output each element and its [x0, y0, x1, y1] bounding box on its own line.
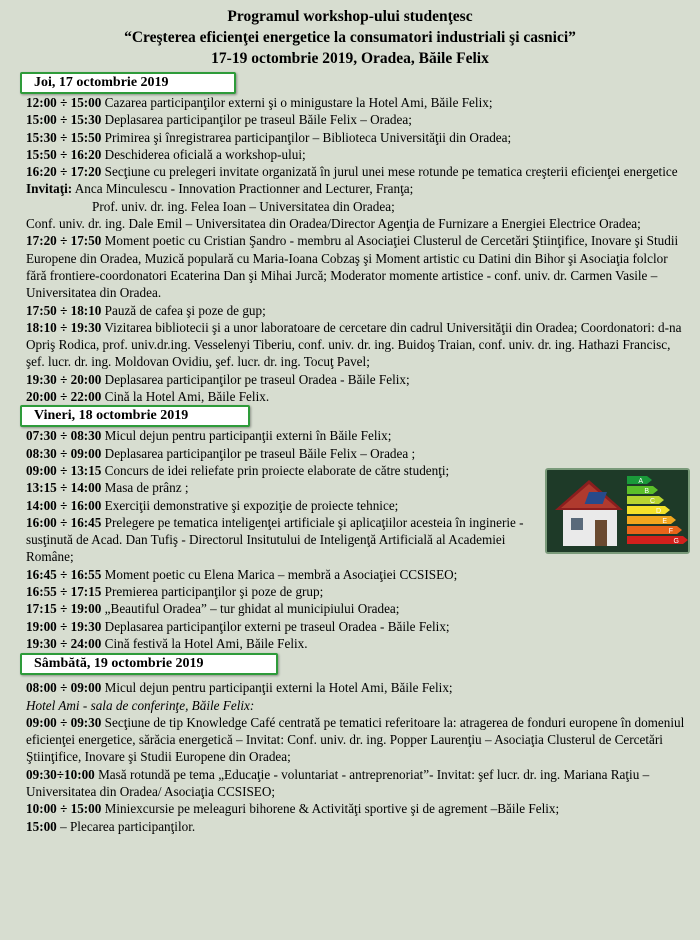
row-text: Deplasarea participanţilor externi pe traseul Oradea - Băile Felix;	[101, 618, 450, 634]
row-text: Exerciţii demonstrative şi expoziţie de proiecte tehnice;	[101, 497, 399, 513]
energy-label: F	[668, 528, 673, 535]
row-text: Premierea participanţilor şi poze de grup;	[101, 584, 324, 600]
schedule-row	[26, 302, 690, 319]
day-label-saturday: Sâmbătă, 19 octombrie 2019	[20, 653, 278, 675]
header-line-3: 17-19 octombrie 2019, Oradea, Băile Felix	[211, 50, 489, 67]
energy-label: G	[673, 538, 679, 545]
schedule-row	[26, 566, 544, 583]
schedule-row	[26, 232, 690, 301]
schedule-row	[26, 319, 690, 371]
row-time: 09:00 ÷ 09:30	[26, 714, 102, 730]
schedule-row	[26, 427, 544, 444]
header-line-2: “Creşterea eficienţei energetice la consumatori industriali şi casnici”	[124, 29, 576, 46]
row-time: 20:00 ÷ 22:00	[26, 389, 102, 405]
program-header	[0, 0, 700, 69]
row-text: Concurs de idei reliefate prin proiecte elaborate de către studenţi;	[101, 462, 450, 478]
energy-house-icon	[547, 470, 688, 552]
row-time: 16:20 ÷ 17:20	[26, 164, 102, 180]
schedule-row	[26, 514, 544, 566]
energy-label: B	[644, 488, 649, 495]
energy-house-image	[545, 468, 690, 554]
row-time: 15:30 ÷ 15:50	[26, 129, 102, 145]
row-text: Moment poetic cu Cristian Şandro - membru al Asociaţiei Clusterul de Cercetări Ştiinţifice, Inovare şi Studii Europene din Oradea, Muzică populară cu Maria-Ioana Cobzaş şi Moment artistic cu Datini din Bihor şi Asociaţia folclor fără frontiere-coordonatori Ecaterina Dan şi Mihai Jurcă; Moderator momente artistice - conf. univ. dr. Carmen Vasile – Universitatea din Oradea.	[26, 233, 679, 301]
row-text: Deplasarea participanţilor pe traseul Băile Felix – Oradea ;	[101, 445, 416, 461]
schedule-row	[26, 600, 544, 617]
schedule-row	[26, 479, 544, 496]
row-text: „Beautiful Oradea” – tur ghidat al municipiului Oradea;	[101, 601, 400, 617]
energy-label: D	[655, 508, 661, 515]
schedule-row	[26, 111, 690, 128]
row-text: Primirea şi înregistrarea participanţilor – Biblioteca Universităţii din Oradea;	[101, 129, 512, 145]
schedule-row	[26, 679, 690, 696]
header-line-1: Programul workshop-ului studenţesc	[227, 8, 473, 25]
row-text: Prelegere pe tematica inteligenţei artificiale şi aplicaţiilor acesteia în inginerie - susţinută de Acad. Dan Tufiş - Directorul Insitutului de Inteligenţă Artificială al Academiei Române;	[26, 514, 524, 565]
invited-2: Prof. univ. dr. ing. Felea Ioan – Universitatea din Oradea;	[92, 198, 395, 214]
energy-bar	[627, 516, 676, 524]
schedule-row	[26, 583, 544, 600]
energy-label: C	[649, 498, 655, 505]
row-text: Micul dejun pentru participanţii externi în Băile Felix;	[101, 428, 392, 444]
schedule-row	[26, 714, 690, 766]
invited-label: Invitaţi:	[26, 181, 73, 197]
schedule-day-2	[26, 427, 544, 652]
row-time: 15:50 ÷ 16:20	[26, 146, 102, 162]
row-text: Cazarea participanţilor externi şi o minigustare la Hotel Ami, Băile Felix;	[101, 95, 493, 110]
row-text: Masa de prânz ;	[101, 480, 189, 496]
row-time: 13:15 ÷ 14:00	[26, 480, 102, 496]
row-time: 15:00	[26, 818, 57, 834]
row-time: 09:00 ÷ 13:15	[26, 462, 102, 478]
row-time: 14:00 ÷ 16:00	[26, 497, 102, 513]
row-time: 17:15 ÷ 19:00	[26, 601, 102, 617]
row-time: 15:00 ÷ 15:30	[26, 112, 102, 128]
row-time: 08:30 ÷ 09:00	[26, 445, 102, 461]
schedule-row	[26, 800, 690, 817]
venue-line: Hotel Ami - sala de conferinţe, Băile Felix:	[26, 697, 255, 713]
day-label-thursday: Joi, 17 octombrie 2019	[20, 72, 236, 94]
row-time: 09:30÷10:00	[26, 766, 95, 782]
row-time: 19:30 ÷ 20:00	[26, 371, 102, 387]
row-time: 16:55 ÷ 17:15	[26, 584, 102, 600]
invited-3: Conf. univ. dr. ing. Dale Emil – Universitatea din Oradea/Director Agenţia de Furnizare a Energiei Electrice Oradea;	[26, 216, 641, 232]
row-time: 07:30 ÷ 08:30	[26, 428, 102, 444]
energy-label: A	[638, 478, 643, 485]
row-text: Pauză de cafea şi poze de gup;	[101, 302, 266, 318]
row-time: 16:00 ÷ 16:45	[26, 514, 102, 530]
invited-1: Anca Minculescu - Innovation Practionner and Lecturer, Franţa;	[72, 181, 414, 197]
row-text: Cină festivă la Hotel Ami, Băile Felix.	[101, 635, 308, 651]
row-text: Miniexcursie pe meleaguri bihorene & Activităţi sportive şi de agrement –Băile Felix;	[101, 801, 560, 817]
row-text: Secţiune cu prelegeri invitate organizată în jurul unei mese rotunde pe tematica creşterii eficienţei energetice	[101, 164, 678, 180]
schedule-row	[26, 146, 690, 163]
row-time: 16:45 ÷ 16:55	[26, 566, 102, 582]
energy-bar	[627, 486, 658, 494]
row-text: Masă rotundă pe tema „Educaţie - voluntariat - antreprenoriat”- Invitat: şef lucr. dr. ing. Mariana Raţiu – Universitatea din Oradea/ Asociaţia CCSISEO;	[26, 766, 650, 799]
row-text: Micul dejun pentru participanţii externi la Hotel Ami, Băile Felix;	[101, 680, 453, 696]
schedule-row	[26, 818, 690, 835]
row-time: 12:00 ÷ 15:00	[26, 95, 102, 110]
row-text: Deplasarea participanţilor pe traseul Băile Felix – Oradea;	[101, 112, 412, 128]
row-text: – Plecarea participanţilor.	[56, 818, 196, 834]
row-time: 17:50 ÷ 18:10	[26, 302, 102, 318]
row-time: 19:30 ÷ 24:00	[26, 635, 102, 651]
energy-bar	[627, 526, 682, 534]
row-text: Vizitarea bibliotecii şi a unor laboratoare de cercetare din cadrul Universităţii din Oradea; Coordonatori: d-na Opriş Rodica, prof. univ.dr.ing. Vesselenyi Tiberiu, conf. univ. dr. ing. Buidoş Traian, conf. univ. dr. ing. Hathazi Francisc, şef. lucr. dr. ing. Moldovan Ovidiu, şef. lucr. dr. ing. Tocuţ Pavel;	[26, 319, 682, 370]
schedule-row	[26, 94, 690, 111]
schedule-row	[26, 445, 544, 462]
schedule-row	[26, 129, 690, 146]
schedule-row	[26, 388, 690, 405]
row-time: 19:00 ÷ 19:30	[26, 618, 102, 634]
schedule-row	[26, 635, 544, 652]
schedule-row	[26, 766, 690, 801]
row-time: 10:00 ÷ 15:00	[26, 801, 102, 817]
schedule-day-1	[26, 94, 690, 405]
schedule-row	[26, 618, 544, 635]
schedule-row	[26, 163, 690, 180]
schedule-row	[26, 371, 690, 388]
row-time: 17:20 ÷ 17:50	[26, 233, 102, 249]
row-text: Deplasarea participanţilor pe traseul Oradea - Băile Felix;	[101, 371, 410, 387]
schedule-row	[26, 497, 544, 514]
energy-label: E	[662, 518, 667, 525]
schedule-day-3	[26, 679, 690, 835]
energy-bar	[627, 496, 664, 504]
row-text: Moment poetic cu Elena Marica – membră a Asociaţiei CCSISEO;	[101, 566, 458, 582]
row-text: Cină la Hotel Ami, Băile Felix.	[101, 389, 270, 405]
schedule-row	[26, 462, 544, 479]
row-time: 18:10 ÷ 19:30	[26, 319, 102, 335]
row-time: 08:00 ÷ 09:00	[26, 680, 102, 696]
day-label-friday: Vineri, 18 octombrie 2019	[20, 405, 250, 427]
invited-row	[26, 180, 690, 197]
energy-bar	[627, 506, 670, 514]
row-text: Secţiune de tip Knowledge Café centrată pe tematici referitoare la: atragerea de fonduri europene în domeniul eficienţei energetice, sărăcia energetică – Invitat: Conf. univ. dr. ing. Popper Laurenţiu – Asociaţia Clusterul de Cercetări Ştiinţifice, Inovare şi Studii Europene din Oradea;	[26, 714, 685, 765]
row-text: Deschiderea oficială a workshop-ului;	[101, 146, 306, 162]
